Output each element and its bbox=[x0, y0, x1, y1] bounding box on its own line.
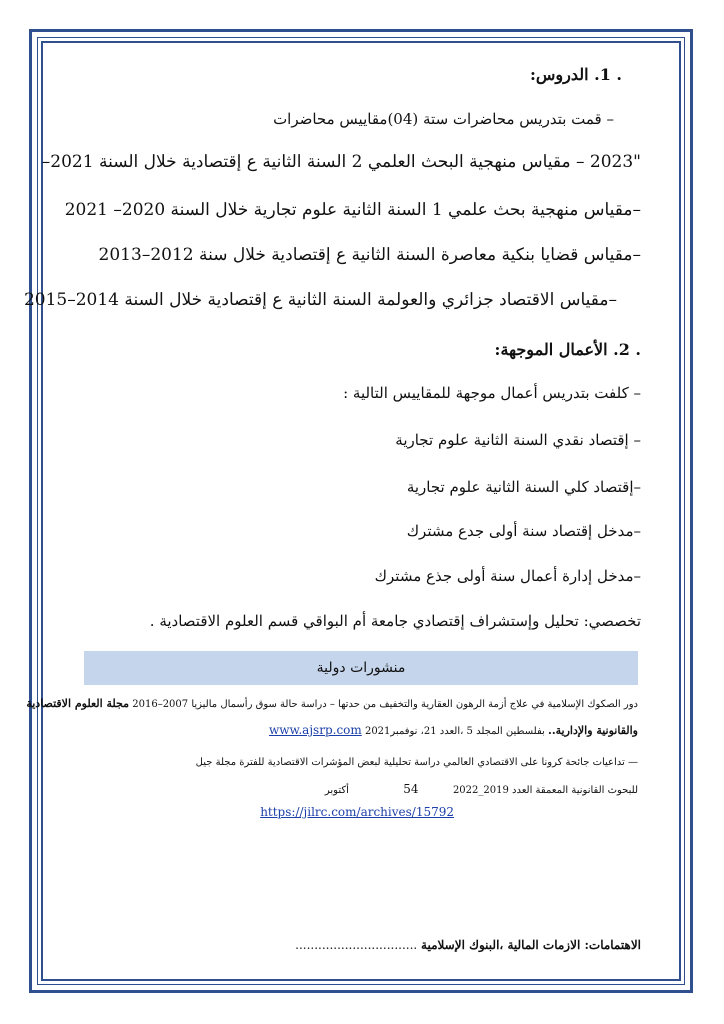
pub2-journal: للبحوث القانونية المعمقة العدد 2019_2022 bbox=[452, 785, 638, 796]
pub1-details: بفلسطين المجلد 5 ،العدد 21، نوفمبر2021 bbox=[364, 726, 545, 737]
interests-label: الاهتمامات: الازمات المالية ،البنوك الإسلامية bbox=[421, 938, 641, 952]
pub2-number: 54 bbox=[403, 782, 419, 796]
pub2-link[interactable]: https://jilrc.com/archives/15792 bbox=[260, 805, 454, 819]
pub1-line1 bbox=[26, 697, 638, 710]
pub2-link-row bbox=[260, 805, 454, 819]
tutorial-item-2: –إقتصاد كلي السنة الثانية علوم تجارية bbox=[406, 478, 641, 496]
pub1-journal: مجلة العلوم الاقتصادية bbox=[26, 697, 130, 710]
pub2-line1: — تداعيات جائحة كرونا على الاقتصادي العالمي دراسة تحليلية لبعض المؤشرات الاقتصادية للفترة مجلة جيل bbox=[195, 757, 638, 768]
pub2-line2 bbox=[325, 782, 638, 796]
tutorials-heading: . 2. الأعمال الموجهة: bbox=[494, 340, 641, 359]
publications-banner: منشورات دولية bbox=[84, 651, 638, 685]
pub1-link[interactable]: www.ajsrp.com bbox=[268, 723, 362, 737]
pub1-journal-cont: والقانونية والإدارية.. bbox=[547, 724, 638, 737]
course-item-4: –مقياس الاقتصاد جزائري والعولمة السنة الثانية ع إقتصادية خلال السنة 2014–2015 bbox=[23, 290, 617, 310]
tutorials-intro: – كلفت بتدريس أعمال موجهة للمقاييس التالية : bbox=[343, 384, 641, 402]
course-item-3: –مقياس قضايا بنكية معاصرة السنة الثانية ع إقتصادية خلال سنة 2012–2013 bbox=[98, 245, 641, 265]
course-item-1: "2023 – مقياس منهجية البحث العلمي 2 السنة الثانية ع إقتصادية خلال السنة 2021– bbox=[41, 152, 641, 172]
courses-intro: – قمت بتدريس محاضرات ستة (04)مقاييس محاضرات bbox=[273, 110, 614, 128]
tutorial-item-3: –مدخل إقتصاد سنة أولى جدع مشترك bbox=[406, 522, 641, 540]
tutorial-item-4: –مدخل إدارة أعمال سنة أولى جذع مشترك bbox=[374, 567, 641, 585]
page-border-inner bbox=[41, 41, 681, 981]
pub1-line2 bbox=[269, 723, 638, 737]
interests-line bbox=[295, 938, 641, 952]
pub2-month: أكتوبر bbox=[324, 785, 349, 796]
pub1-title: دور الصكوك الإسلامية في علاج أزمة الرهون العقارية والتخفيف من حدتها – دراسة حالة سوق رأسمال ماليزيا 2007–2016 bbox=[132, 699, 638, 710]
tutorial-item-1: – إقتصاد نقدي السنة الثانية علوم تجارية bbox=[395, 431, 641, 449]
interests-dots: ................................ bbox=[295, 938, 418, 952]
specialty-line: تخصصي: تحليل وإستشراف إقتصادي جامعة أم البواقي قسم العلوم الاقتصادية . bbox=[149, 612, 641, 630]
course-item-2: –مقياس منهجية بحث علمي 1 السنة الثانية علوم تجارية خلال السنة 2020– 2021 bbox=[64, 200, 641, 220]
courses-heading: . 1. الدروس: bbox=[529, 65, 622, 84]
